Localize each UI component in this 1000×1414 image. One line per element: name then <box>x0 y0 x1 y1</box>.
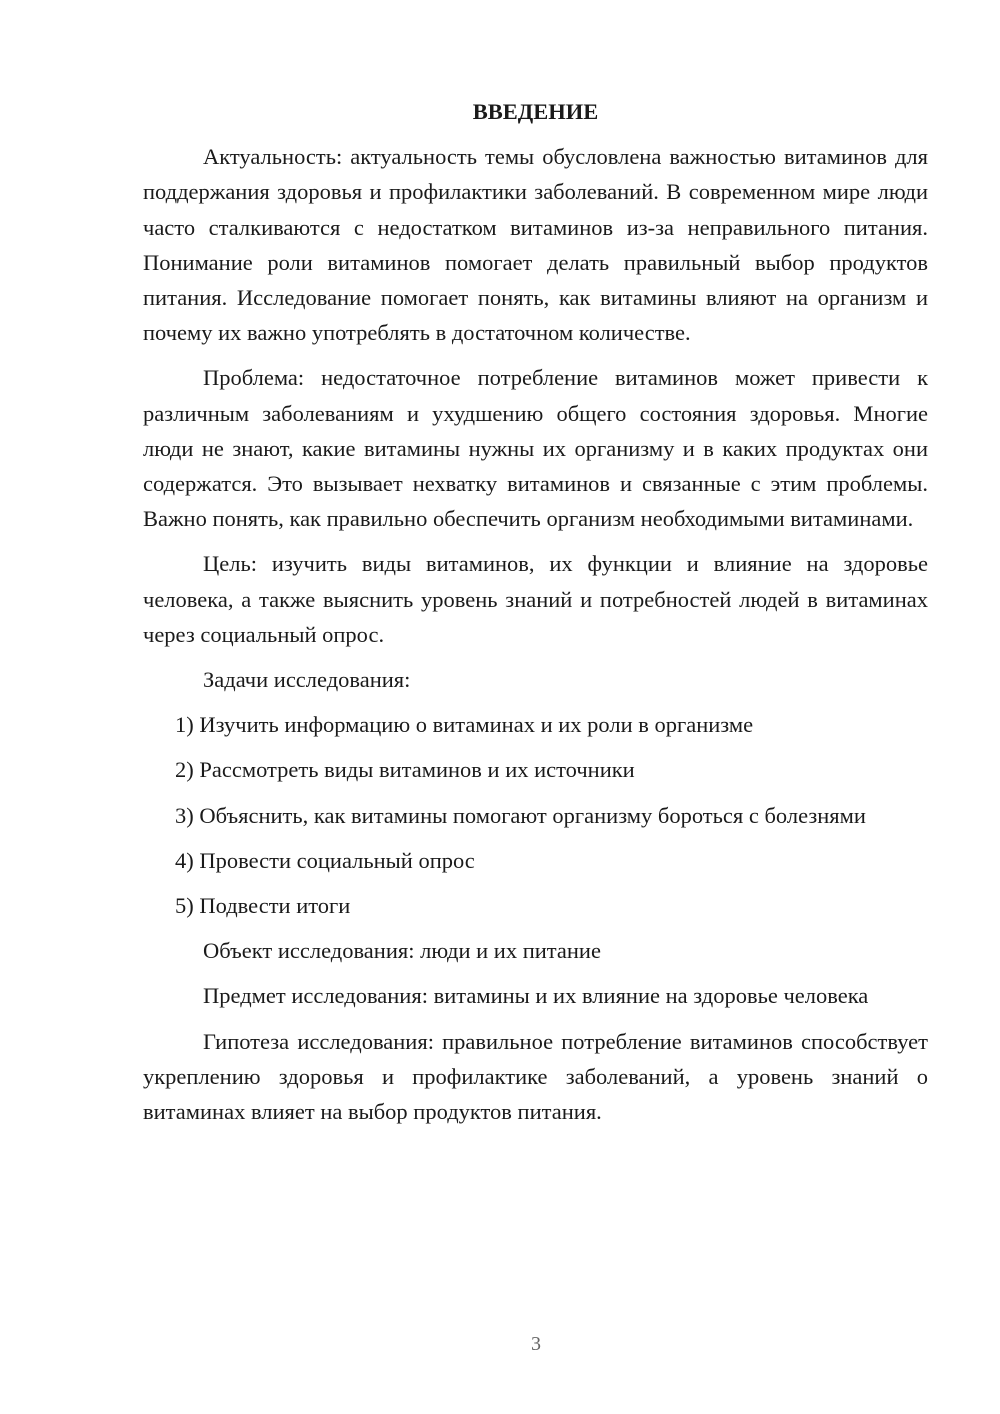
paragraph-goal: Цель: изучить виды витаминов, их функции и влияние на здоровье человека, а также выяснить уровень знаний и потребностей людей в витаминах через социальный опрос. <box>143 551 928 647</box>
task-item-1: 1) Изучить информацию о витаминах и их роли в организме <box>175 712 754 738</box>
paragraph-problem: Проблема: недостаточное потребление витаминов может привести к различным заболеваниям и ухудшению общего состояния здоровья. Многие люди не знают, какие витамины нужны их организму и в каких продуктах они содержатся. Это вызывает нехватку витаминов и связанные с этим проблемы. Важно понять, как правильно обеспечить организм необходимыми витаминами. <box>143 365 928 532</box>
tasks-heading: Задачи исследования: <box>203 667 411 693</box>
paragraph-subject: Предмет исследования: витамины и их влияние на здоровье человека <box>203 983 869 1009</box>
paragraph-relevance: Актуальность: актуальность темы обусловлена важностью витаминов для поддержания здоровья и профилактики заболеваний. В современном мире люди часто сталкиваются с недостатком витаминов из-за неправильного питания. Понимание роли витаминов помогает делать правильный выбор продуктов питания. Исследование помогает понять, как витамины влияют на организм и почему их важно употреблять в достаточном количестве. <box>143 144 928 346</box>
page-content <box>143 94 928 1139</box>
task-item-4: 4) Провести социальный опрос <box>175 847 475 873</box>
paragraph-object: Объект исследования: люди и их питание <box>203 938 601 964</box>
page-title: ВВЕДЕНИЕ <box>472 99 599 124</box>
task-item-3: 3) Объяснить, как витамины помогают организму бороться с болезнями <box>175 802 866 828</box>
paragraph-hypothesis: Гипотеза исследования: правильное потребление витаминов способствует укреплению здоровья и профилактике заболеваний, а уровень знаний о витаминах влияет на выбор продуктов питания. <box>143 1028 928 1125</box>
task-item-5: 5) Подвести итоги <box>175 893 351 919</box>
task-item-2: 2) Рассмотреть виды витаминов и их источники <box>175 757 635 783</box>
page-number: 3 <box>531 1333 541 1355</box>
